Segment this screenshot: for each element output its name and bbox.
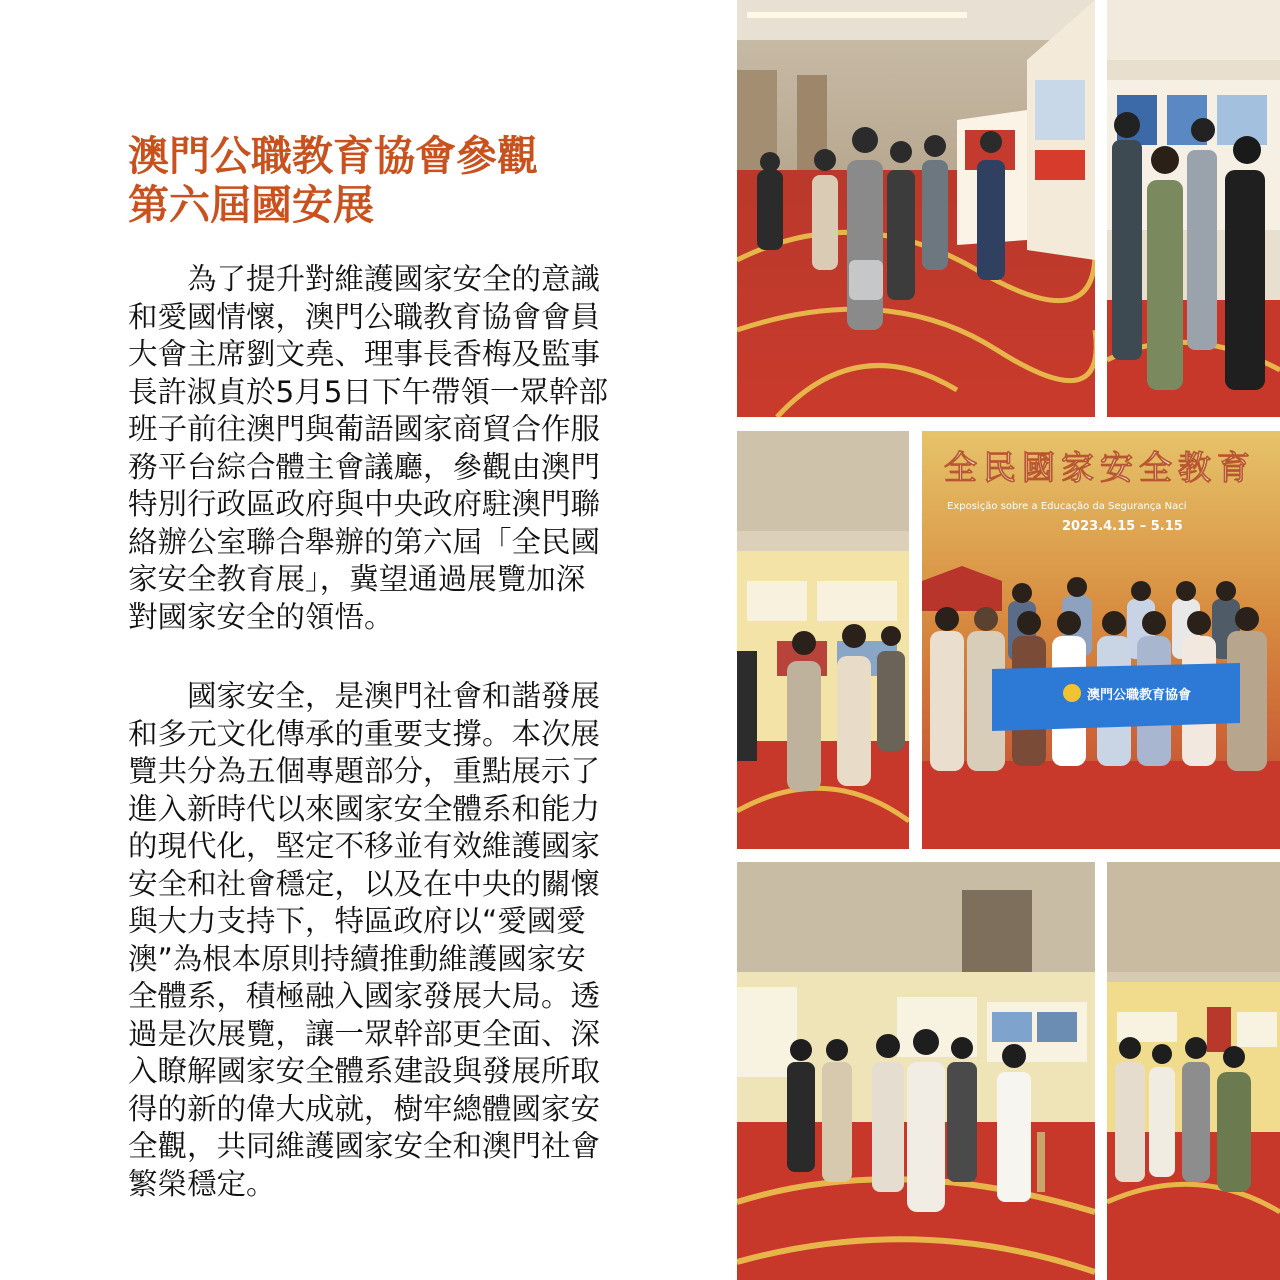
text-line: 覽共分為五個專題部分，重點展示了 [128,754,601,788]
text-line: 入瞭解國家安全體系建設與發展所取 [128,1054,601,1088]
text-line: 國家安全，是澳門社會和諧發展 [128,679,601,713]
text-line: 務平台綜合體主會議廳，參觀由澳門 [128,449,601,484]
photo-group-banner [922,431,1280,849]
photo-visitors-viewing [1107,0,1280,417]
text-line: 家安全教育展」，冀望通過展覽加深 [128,562,586,596]
text-line: 班子前往澳門與葡語國家商貿合作服 [128,412,601,446]
exhibition-banner-title: 全民國家安全教育 [944,448,1256,487]
group-banner-text: 澳門公職教育協會 [1087,688,1192,703]
text-line: 全體系，積極融入國家發展大局。透 [128,979,601,1013]
article-title [128,132,648,230]
exhibition-banner-subtitle: Exposição sobre a Educação da Segurança Naci [947,501,1187,512]
text-line: 全觀，共同維護國家安全和澳門社會 [128,1129,601,1163]
text-line: 長許淑貞於5月5日下午帶領一眾幹部 [128,374,609,409]
photo-display-panels [737,862,1095,1280]
text-line: 大會主席劉文堯、理事長香梅及監事 [128,337,601,371]
title-line: 第六屆國安展 [128,181,374,229]
text-line: 為了提升對維護國家安全的意識 [128,262,601,296]
photo-exhibition-tour [737,0,1095,417]
text-line: 得的新的偉大成就，樹牢總體國家安 [128,1091,601,1126]
paragraph-2 [128,678,636,1203]
text-line: 和愛國情懷，澳門公職教育協會會員 [128,299,601,334]
text-line: 澳”為根本原則持續推動維護國家安 [128,941,586,976]
text-line: 與大力支持下，特區政府以“愛國愛 [128,904,586,938]
text-line: 絡辦公室聯合舉辦的第六屆「全民國 [128,524,601,559]
title-line: 澳門公職教育協會參觀 [128,132,538,180]
photo-exhibition-corridor [737,431,909,849]
text-line: 和多元文化傳承的重要支撐。本次展 [128,716,601,751]
exhibition-banner-dates: 2023.4.15 – 5.15 [1062,519,1183,534]
text-line: 特別行政區政府與中央政府駐澳門聯 [128,487,601,521]
text-line: 進入新時代以來國家安全體系和能力 [128,791,601,826]
text-line: 的現代化，堅定不移並有效維護國家 [128,829,601,863]
photo-exhibit-visitors [1107,862,1280,1280]
text-line: 安全和社會穩定，以及在中央的關懷 [128,866,601,901]
text-line: 對國家安全的領悟。 [128,599,394,634]
paragraph-1 [128,261,636,636]
text-line: 繁榮穩定。 [128,1166,276,1201]
text-line: 過是次展覽，讓一眾幹部更全面、深 [128,1016,601,1051]
